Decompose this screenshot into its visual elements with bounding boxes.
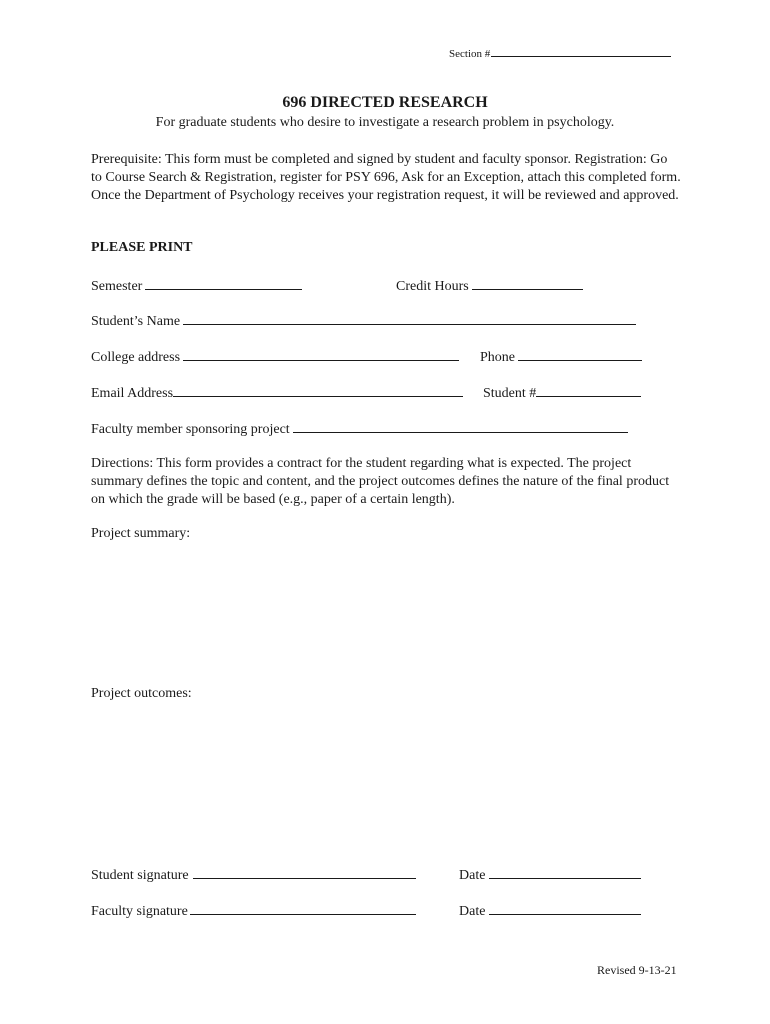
student-signature-input[interactable] [193, 865, 416, 879]
faculty-signature-label: Faculty signature [91, 904, 188, 919]
project-outcomes-area[interactable] [91, 706, 646, 846]
form-title: 696 DIRECTED RESEARCH [282, 94, 488, 111]
student-number-field [483, 383, 641, 402]
phone-field [480, 347, 642, 366]
prerequisite-paragraph: Prerequisite: This form must be completed and signed by student and faculty sponsor. Registration: Go to Course Search & Registration, register for PSY 696, Ask for an Exception, attach this completed form. Once the Department of Psychology receives your registration request, it will be reviewed and approved. [91, 152, 681, 203]
student-number-label: Student # [483, 386, 537, 401]
student-date-field [459, 865, 641, 884]
section-number-input[interactable] [491, 46, 671, 57]
phone-label: Phone [480, 350, 515, 365]
project-summary-area[interactable] [91, 546, 646, 676]
student-signature-label: Student signature [91, 868, 189, 883]
student-name-field [91, 311, 636, 330]
project-outcomes-label: Project outcomes: [91, 686, 192, 701]
faculty-date-label: Date [459, 904, 486, 919]
email-address-field [91, 383, 463, 402]
form-subtitle: For graduate students who desire to investigate a research problem in psychology. [155, 115, 615, 130]
email-address-label: Email Address [91, 386, 174, 401]
credit-hours-label: Credit Hours [396, 279, 469, 294]
college-address-field [91, 347, 459, 366]
directions-paragraph: Directions: This form provides a contract for the student regarding what is expected. The project summary defines the topic and content, and the project outcomes defines the nature of the final product on which the grade will be based (e.g., paper of a certain length). [91, 456, 670, 507]
student-number-input[interactable] [536, 383, 641, 397]
student-name-label: Student’s Name [91, 314, 181, 329]
credit-hours-field [396, 276, 583, 295]
email-address-input[interactable] [173, 383, 463, 397]
faculty-date-input[interactable] [489, 901, 641, 915]
faculty-signature-input[interactable] [190, 901, 416, 915]
student-date-label: Date [459, 868, 486, 883]
college-address-input[interactable] [183, 347, 459, 361]
student-date-input[interactable] [489, 865, 641, 879]
faculty-signature-field [91, 901, 416, 920]
student-signature-field [91, 865, 416, 884]
phone-input[interactable] [518, 347, 642, 361]
section-number-label: Section # [449, 48, 491, 60]
please-print-heading: PLEASE PRINT [91, 240, 193, 255]
semester-label: Semester [91, 279, 143, 294]
student-name-input[interactable] [183, 311, 636, 325]
faculty-sponsor-input[interactable] [293, 419, 628, 433]
faculty-sponsor-field [91, 419, 628, 438]
college-address-label: College address [91, 350, 181, 365]
semester-input[interactable] [145, 276, 302, 290]
faculty-sponsor-label: Faculty member sponsoring project [91, 422, 290, 437]
project-summary-label: Project summary: [91, 526, 191, 541]
section-number-field [449, 46, 671, 60]
credit-hours-input[interactable] [472, 276, 583, 290]
revision-note: Revised 9-13-21 [597, 963, 677, 977]
faculty-date-field [459, 901, 641, 920]
semester-field [91, 276, 302, 295]
